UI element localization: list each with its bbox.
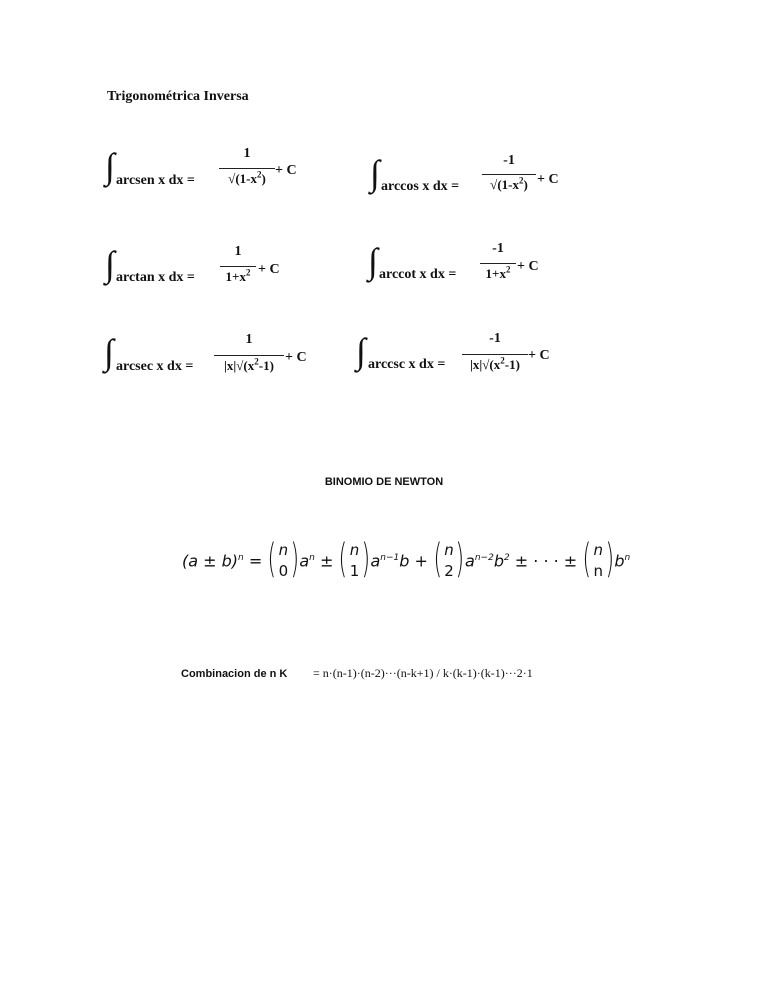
fraction — [220, 244, 256, 285]
fraction-bar — [482, 174, 536, 175]
sqrt-icon: √ — [482, 357, 490, 372]
plus-c: + C — [258, 262, 280, 277]
ellipsis: ± · · · ± — [514, 551, 578, 571]
fraction — [462, 331, 528, 373]
denominator: $√(1-x^2)$ — [490, 175, 528, 192]
plus-c: + C — [275, 163, 297, 178]
binomial-title: BINOMIO DE NEWTON — [324, 476, 444, 488]
denominator: $|x|√(x^2-1)$ — [224, 356, 274, 373]
integrand: arcsen x dx = — [116, 173, 195, 188]
integral-sign-icon: ∫ — [105, 146, 115, 186]
fraction-bar — [220, 266, 256, 267]
denominator: $1+x^2$ — [485, 264, 511, 281]
integral-sign-icon: ∫ — [104, 332, 114, 372]
integrand: arctan x dx = — [116, 270, 195, 285]
numerator: 1 — [245, 332, 253, 347]
integrand: arccsc x dx = — [368, 357, 446, 372]
integrand: arccot x dx = — [379, 267, 457, 282]
denominator: $1+x^2$ — [225, 267, 251, 284]
integral-sign-icon: ∫ — [368, 241, 378, 281]
numerator: 1 — [243, 146, 251, 161]
fraction-bar — [480, 263, 516, 264]
combination-label: Combinacion de n K — [181, 668, 288, 680]
binom-coef-2: ( n 2 ) — [433, 536, 465, 582]
numerator: 1 — [234, 244, 242, 259]
plus-c: + C — [285, 350, 307, 365]
binom-coef-0: ( n 0 ) — [267, 536, 299, 582]
plus-c: + C — [517, 259, 539, 274]
fraction — [482, 153, 536, 193]
fraction — [214, 332, 284, 374]
numerator: -1 — [492, 241, 504, 256]
integrand: arccos x dx = — [381, 179, 460, 194]
fraction-bar — [462, 354, 528, 355]
binom-coef-1: ( n 1 ) — [338, 536, 370, 582]
fraction — [480, 241, 516, 282]
sqrt-icon: √ — [228, 171, 236, 186]
sqrt-icon: √ — [490, 177, 498, 192]
fraction-bar — [214, 355, 284, 356]
binomial-formula: $(a \pm b)^n$ = ( n 0 ) $a^n$ ± ( n 1 ) $a^{n-1}b$ + ( n 2 ) $a^{n-2}b^2$ ± · · · ± ( n n ) $b^n$ — [182, 536, 631, 582]
integral-sign-icon: ∫ — [356, 331, 366, 371]
section-title: Trigonométrica Inversa — [107, 89, 249, 104]
denominator: $|x|√(x^2-1)$ — [470, 355, 520, 372]
equals-sign: = — [248, 551, 263, 571]
fraction — [219, 146, 275, 187]
binom-coef-n: ( n n ) — [582, 536, 614, 582]
plus-c: + C — [537, 172, 559, 187]
integral-sign-icon: ∫ — [370, 153, 380, 193]
integral-sign-icon: ∫ — [105, 244, 115, 284]
sqrt-icon: √ — [236, 358, 244, 373]
numerator: -1 — [489, 331, 501, 346]
lhs: (a ± b) — [182, 551, 239, 571]
plus-c: + C — [528, 348, 550, 363]
numerator: -1 — [503, 153, 515, 168]
denominator: $√(1-x^2)$ — [228, 169, 266, 186]
fraction-bar — [219, 168, 275, 169]
integrand: arcsec x dx = — [116, 359, 194, 374]
combination-formula: = n·(n-1)·(n-2)···(n-k+1) / k·(k-1)·(k-1)···2·1 — [313, 666, 533, 680]
